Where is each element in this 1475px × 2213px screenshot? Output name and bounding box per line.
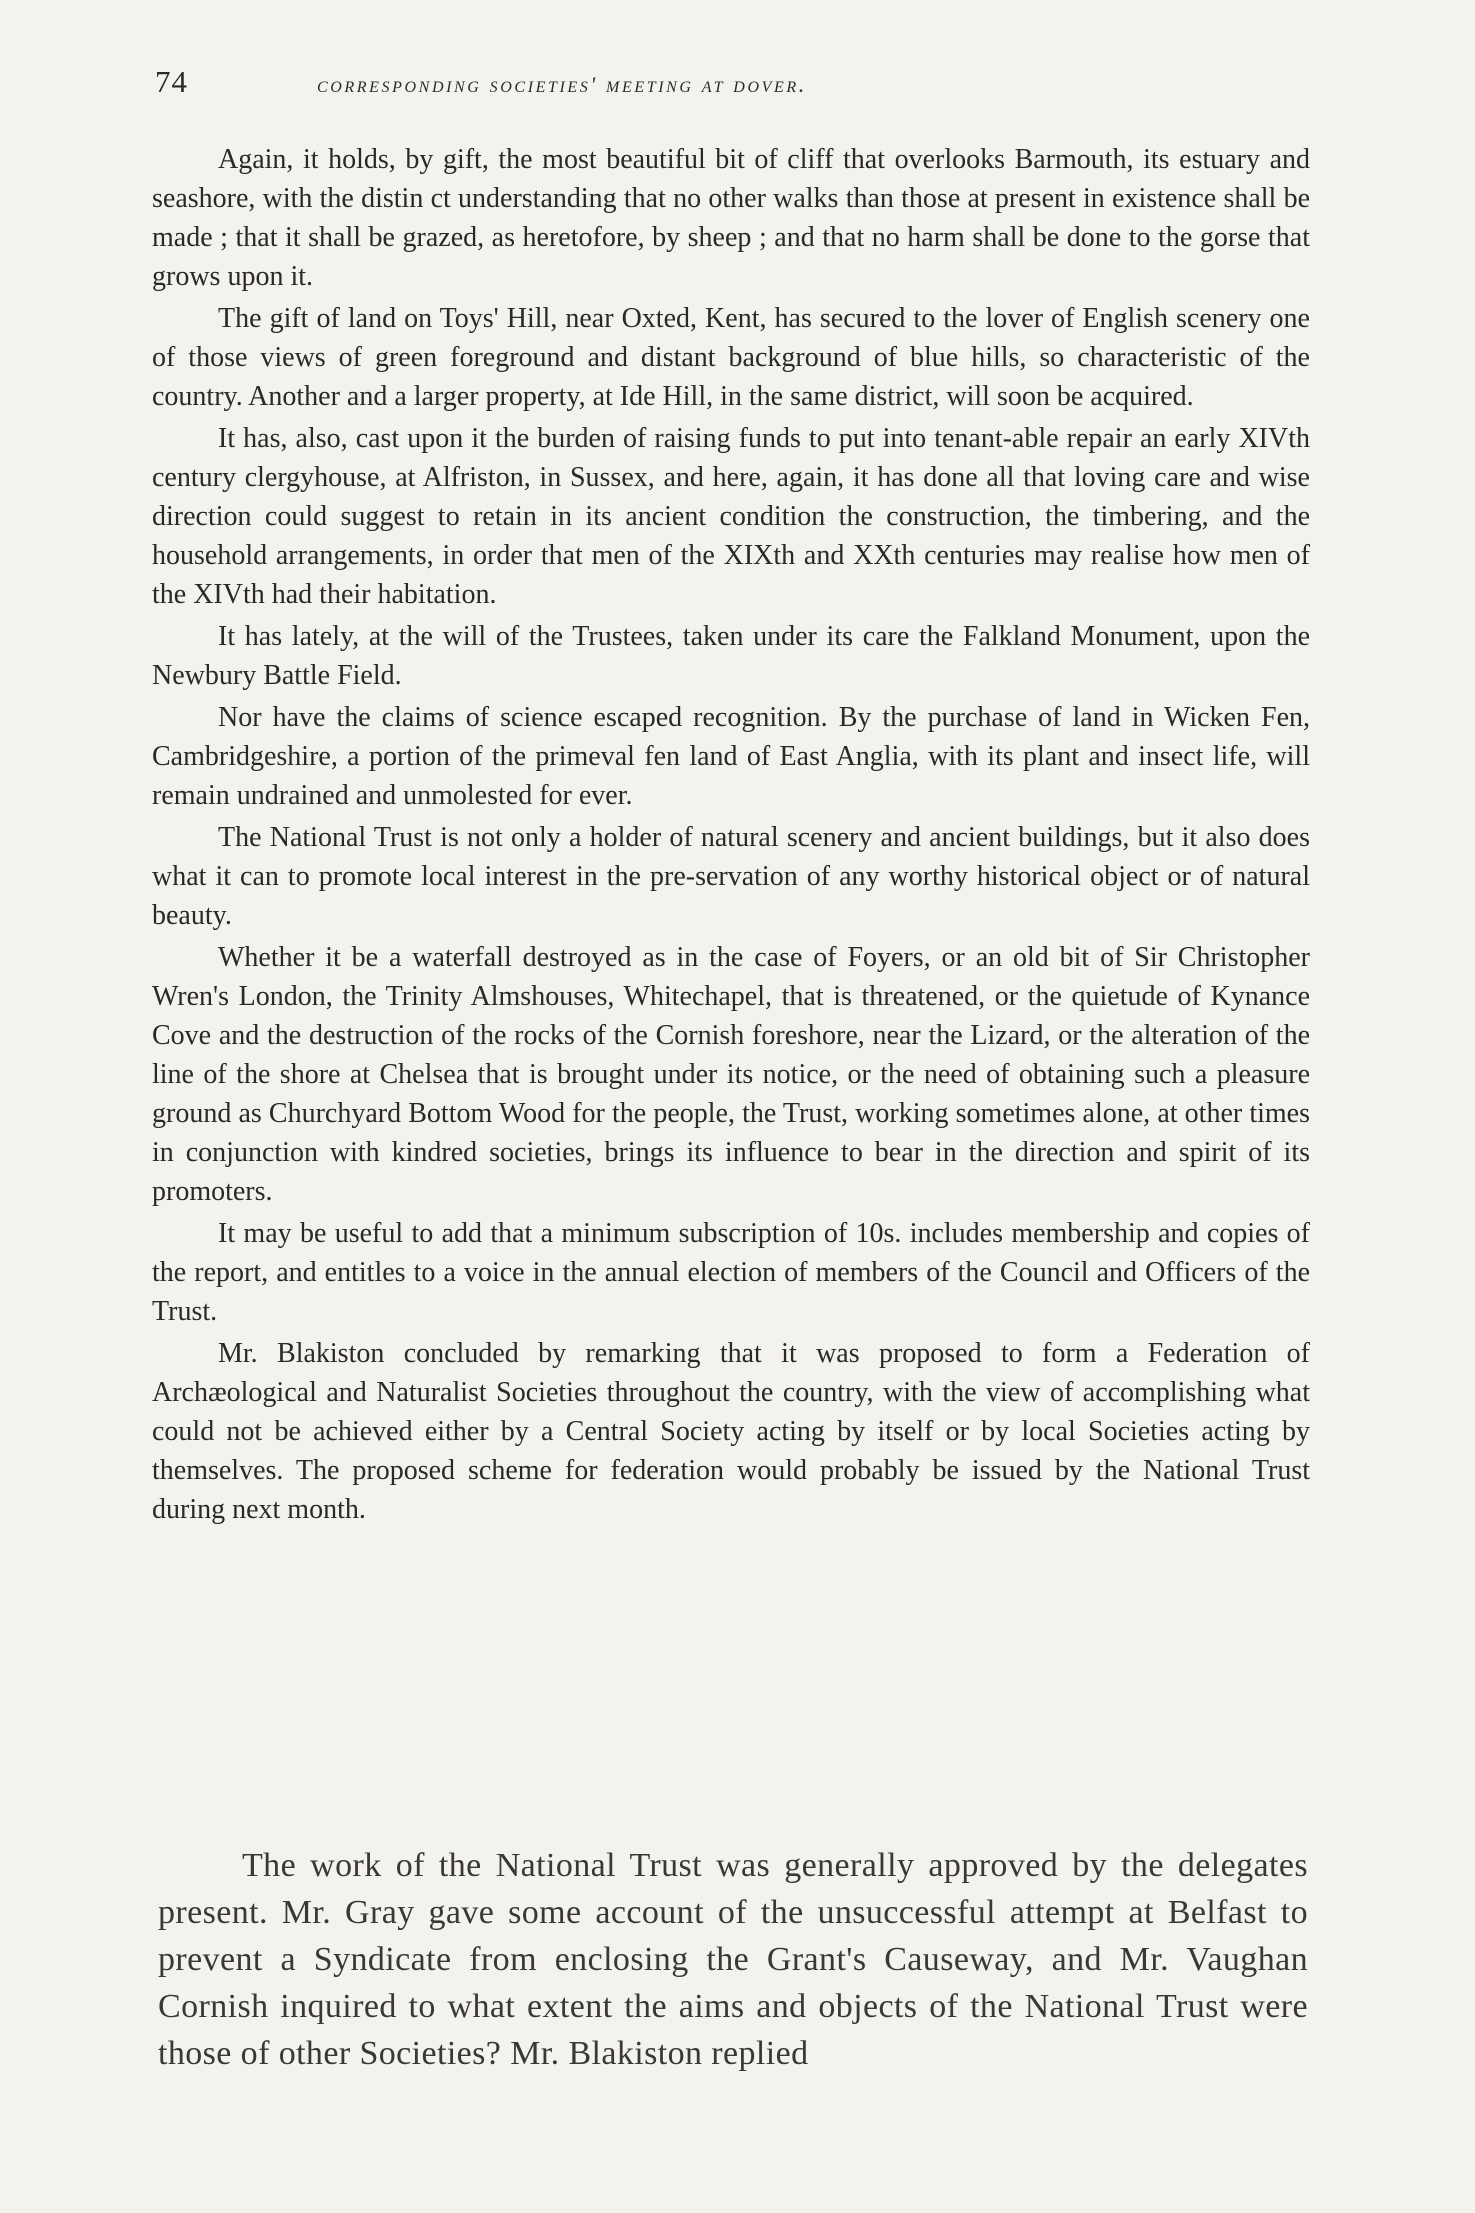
paragraph-toys-hill: The gift of land on Toys' Hill, near Oxted, Kent, has secured to the lover of English scenery one of those views of green foreground and distant background of blue hills, so characteristic of the country. Another and a larger property, at Ide Hill, in the same district, will soon be acquired. <box>152 303 1310 412</box>
paragraph-closing: The work of the National Trust was generally approved by the delegates present. Mr. Gray gave some account of the unsuccessful attempt at Belfast to prevent a Syndicate from enclosing the Grant's Causeway, and Mr. Vaughan Cornish inquired to what extent the aims and objects of the National Trust were those of other Societies? Mr. Blakiston replied <box>158 1847 1308 2072</box>
paragraph-subscription: It may be useful to add that a minimum subscription of 10s. includes membership and copies of the report, and entitles to a voice in the annual election of members of the Council and Officers of the Trust. <box>152 1218 1310 1327</box>
paragraph-falkland-monument: It has lately, at the will of the Trustees, taken under its care the Falkland Monument, upon the Newbury Battle Field. <box>152 621 1310 691</box>
page-header <box>155 64 1315 108</box>
paragraph-federation: Mr. Blakiston concluded by remarking that it was proposed to form a Federation of Archæological and Naturalist Societies throughout the country, with the view of accomplishing what could not be achieved either by a Central Society acting by itself or by local Societies acting by themselves. The proposed scheme for federation would probably be issued by the National Trust during next month. <box>152 1338 1310 1525</box>
paragraph-national-trust-role: The National Trust is not only a holder of natural scenery and ancient buildings, but it also does what it can to promote local interest in the pre-servation of any worthy historical object or of natural beauty. <box>152 822 1310 931</box>
running-head: corresponding societies' meeting at dover. <box>317 72 807 97</box>
page-number: 74 <box>155 64 188 99</box>
paragraph-barmouth: Again, it holds, by gift, the most beautiful bit of cliff that overlooks Barmouth, its estuary and seashore, with the distin ct understanding that no other walks than those at present in existence shall be made ; that it shall be grazed, as heretofore, by sheep ; and that no harm shall be done to the gorse that grows upon it. <box>152 144 1310 292</box>
paragraph-examples: Whether it be a waterfall destroyed as in the case of Foyers, or an old bit of Sir Christopher Wren's London, the Trinity Almshouses, Whitechapel, that is threatened, or the quietude of Kynance Cove and the destruction of the rocks of the Cornish foreshore, near the Lizard, or the alteration of the line of the shore at Chelsea that is brought under its notice, or the need of obtaining such a pleasure ground as Churchyard Bottom Wood for the people, the Trust, working sometimes alone, at other times in conjunction with kindred societies, brings its influence to bear in the direction and spirit of its promoters. <box>152 942 1310 1207</box>
closing-section <box>158 1842 1308 2077</box>
paragraph-alfriston: It has, also, cast upon it the burden of raising funds to put into tenant-able repair an early XIVth century clergyhouse, at Alfriston, in Sussex, and here, again, it has done all that loving care and wise direction could suggest to retain in its ancient condition the construction, the timbering, and the household arrangements, in order that men of the XIXth and XXth centuries may realise how men of the XIVth had their habitation. <box>152 423 1310 610</box>
paragraph-wicken-fen: Nor have the claims of science escaped recognition. By the purchase of land in Wicken Fen, Cambridgeshire, a portion of the primeval fen land of East Anglia, with its plant and insect life, will remain undrained and unmolested for ever. <box>152 702 1310 811</box>
body-text <box>152 140 1310 1532</box>
